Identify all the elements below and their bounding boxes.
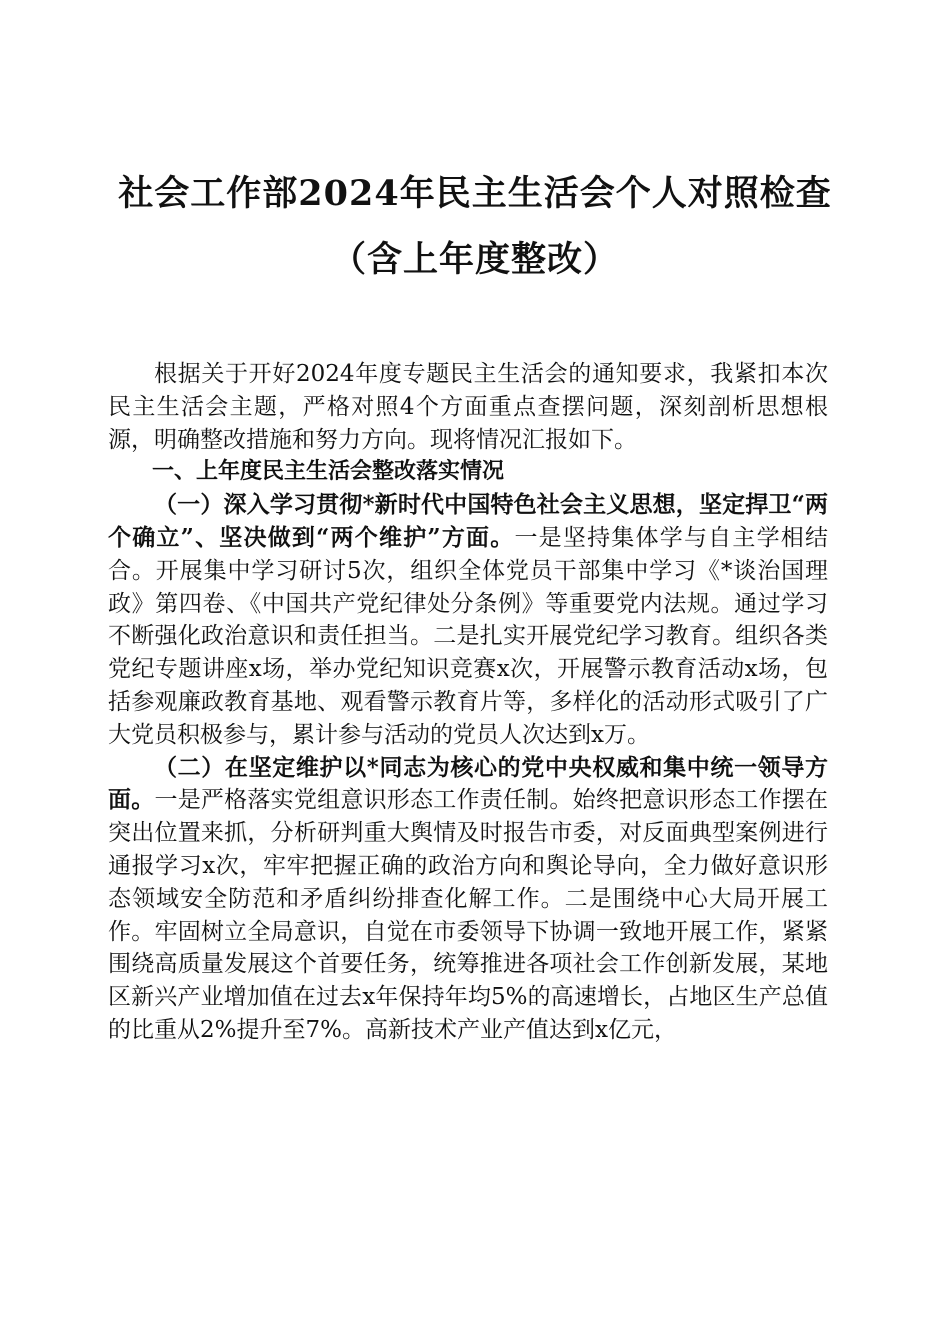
- document-subtitle: （含上年度整改）: [330, 239, 619, 280]
- paragraph-2-lead: （二）在坚定维护以*同志为核心的党中央权威和集中统一领导方面。: [108, 753, 828, 814]
- paragraph-1-lead: （一）深入学习贯彻*新时代中国特色社会主义思想，坚定捍卫“两个确立”、坚决做到“两个维护”方面。: [108, 491, 828, 551]
- paragraph-1: [108, 489, 828, 751]
- section-heading: 一、上年度民主生活会整改落实情况: [152, 459, 505, 485]
- paragraph-1-body: 一是坚持集体学与自主学相结合。开展集中学习研讨5次，组织全体党员干部集中学习《*谈治国理政》第四卷、《中国共产党纪律处分条例》等重要党内法规。通过学习不断强化政治意识和责任担当。二是扎实开展党纪学习教育。组织各类党纪专题讲座x场，举办党纪知识竞赛x次，开展警示教育活动x场，包括参观廉政教育基地、观看警示教育片等，多样化的活动形式吸引了广大党员积极参与，累计参与活动的党员人次达到x万。: [108, 524, 828, 748]
- document-body: [108, 358, 828, 1047]
- paragraph-2: [108, 752, 828, 1047]
- document-title: 社会工作部2024年民主生活会个人对照检查: [118, 173, 832, 214]
- intro-paragraph: 根据关于开好2024年度专题民主生活会的通知要求，我紧扣本次民主生活会主题，严格对照4个方面重点查摆问题，深刻剖析思想根源，明确整改措施和努力方向。现将情况汇报如下。: [108, 361, 828, 453]
- paragraph-2-body: 一是严格落实党组意识形态工作责任制。始终把意识形态工作摆在突出位置来抓，分析研判重大舆情及时报告市委，对反面典型案例进行通报学习x次，牢牢把握正确的政治方向和舆论导向，全力做好意识形态领域安全防范和矛盾纠纷排查化解工作。二是围绕中心大局开展工作。牢固树立全局意识，自觉在市委领导下协调一致地开展工作，紧紧围绕高质量发展这个首要任务，统筹推进各项社会工作创新发展，某地区新兴产业增加值在过去x年保持年均5%的高速增长，占地区生产总值的比重从2%提升至7%。高新技术产业产值达到x亿元，: [108, 787, 829, 1043]
